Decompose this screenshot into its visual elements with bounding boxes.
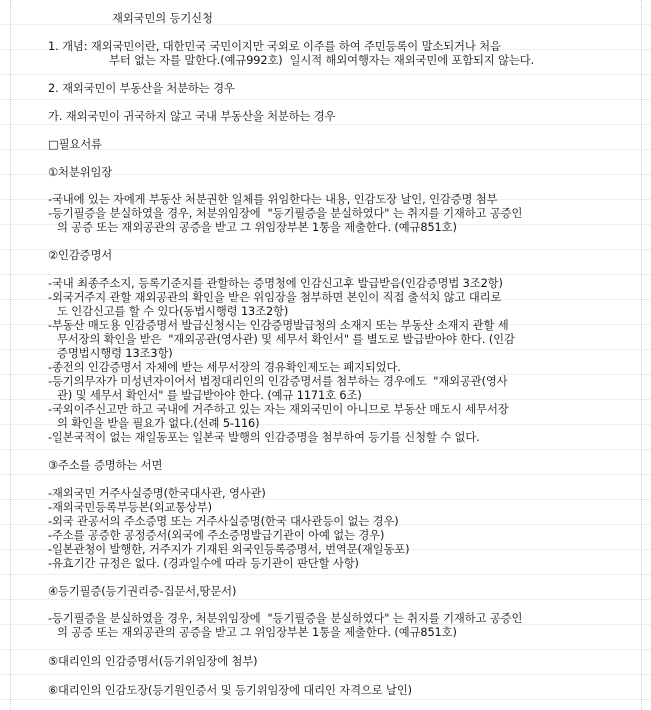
body-line: 의 공증 또는 재외공관의 공증을 받고 그 위임장부본 1통을 제출한다. (예규851호) — [57, 221, 457, 234]
concept-line: 부터 없는 자를 말한다.(예규992호) 일시적 해외여행자는 재외국민에 포함되지 않는다. — [109, 54, 535, 67]
item-heading: ③주소를 증명하는 서면 — [48, 459, 163, 472]
required-docs-heading: □필요서류 — [48, 138, 102, 151]
body-line: -등기의무자가 미성년자이어서 법정대리인의 인감증명서를 첨부하는 경우에도 "재외공관(영사 — [48, 375, 508, 388]
section-heading: 2. 재외국민이 부동산을 처분하는 경우 — [48, 82, 235, 95]
body-line: -외국 관공서의 주소증명 또는 거주사실증명(한국 대사관등이 없는 경우) — [48, 515, 399, 528]
body-line: -국내 최종주소지, 등록기준지를 관할하는 증명청에 인감신고후 발급받음(인감증명법 3조2항) — [48, 277, 503, 290]
body-line: -일본관청이 발행한, 거주지가 기재된 외국인등록증명서, 번역문(재일동포) — [48, 543, 410, 556]
body-line: 의 공증 또는 재외공관의 공증을 받고 그 위임장부본 1통을 제출한다. (예규851호) — [57, 626, 457, 639]
body-line: 의 확인을 받을 필요가 없다.(선례 5-116) — [57, 417, 260, 430]
body-line: -주소를 공증한 공정증서(외국에 주소증명발급기관이 아예 없는 경우) — [48, 529, 385, 542]
subsection-heading: 가. 재외국민이 귀국하지 않고 국내 부동산을 처분하는 경우 — [48, 110, 336, 123]
body-line: -재외국민등록부등본(외교통상부) — [48, 501, 212, 514]
doc-title: 재외국민의 등기신청 — [112, 12, 213, 25]
body-line: -등기필증을 분실하였을 경우, 처분위임장에 "등기필증을 분실하였다" 는 취지를 기재하고 공증인 — [48, 207, 523, 220]
item-heading: ①처분위임장 — [48, 166, 113, 179]
body-line: -등기필증을 분실하였을 경우, 처분위임장에 "등기필증을 분실하였다" 는 취지를 기재하고 공증인 — [48, 612, 523, 625]
body-line: -재외국민 거주사실증명(한국대사관, 영사관) — [48, 487, 266, 500]
item-heading: ⑤대리인의 인감증명서(등기위임장에 첨부) — [48, 655, 258, 668]
body-line: -유효기간 규정은 없다. (경과일수에 따라 등기관이 판단할 사항) — [48, 557, 359, 570]
body-line: 관) 및 세무서 확인서" 를 발급받아야 한다. (예규 1171호 6조) — [57, 389, 362, 402]
body-line: -국내에 있는 자에게 부동산 처분권한 일체를 위임한다는 내용, 인감도장 날인, 인감증명 첨부 — [48, 193, 498, 206]
item-heading: ④등기필증(등기권리증-집문서,땅문서) — [48, 585, 237, 598]
body-line: -국외이주신고만 하고 국내에 거주하고 있는 자는 재외국민이 아니므로 부동산 매도시 세무서장 — [48, 403, 509, 416]
margin-line — [641, 0, 642, 710]
body-line: -부동산 매도용 인감증명서 발급신청시는 인감증명발급청의 소재지 또는 부동산 소재지 관할 세 — [48, 319, 509, 332]
body-line: -일본국적이 없는 재일동포는 일본국 발행의 인감증명을 첨부하여 등기를 신청할 수 없다. — [48, 431, 480, 444]
item-heading: ⑥대리인의 인감도장(등기원인증서 및 등기위임장에 대리인 자격으로 날인) — [48, 684, 412, 697]
concept-line: 1. 개념: 재외국민이란, 대한민국 국민이지만 국외로 이주를 하여 주민등록이 말소되거나 처음 — [48, 40, 501, 53]
body-line: 무서장의 확인을 받은 "재외공관(영사관) 및 세무서 확인서" 를 별도로 발급받아야 한다. (인감 — [57, 333, 515, 346]
body-line: 증명법시행령 13조3항) — [57, 347, 173, 360]
item-heading: ②인감증명서 — [48, 249, 113, 262]
body-line: 도 인감신고를 할 수 있다(동법시행령 13조2항) — [57, 305, 289, 318]
margin-line — [10, 0, 11, 710]
body-line: -외국거주지 관할 재외공관의 확인을 받은 위임장을 첨부하면 본인이 직접 출석치 않고 대리로 — [48, 291, 502, 304]
body-line: -종전의 인감증명서 자체에 받는 세무서장의 경유확인제도는 폐지되었다. — [48, 361, 401, 374]
